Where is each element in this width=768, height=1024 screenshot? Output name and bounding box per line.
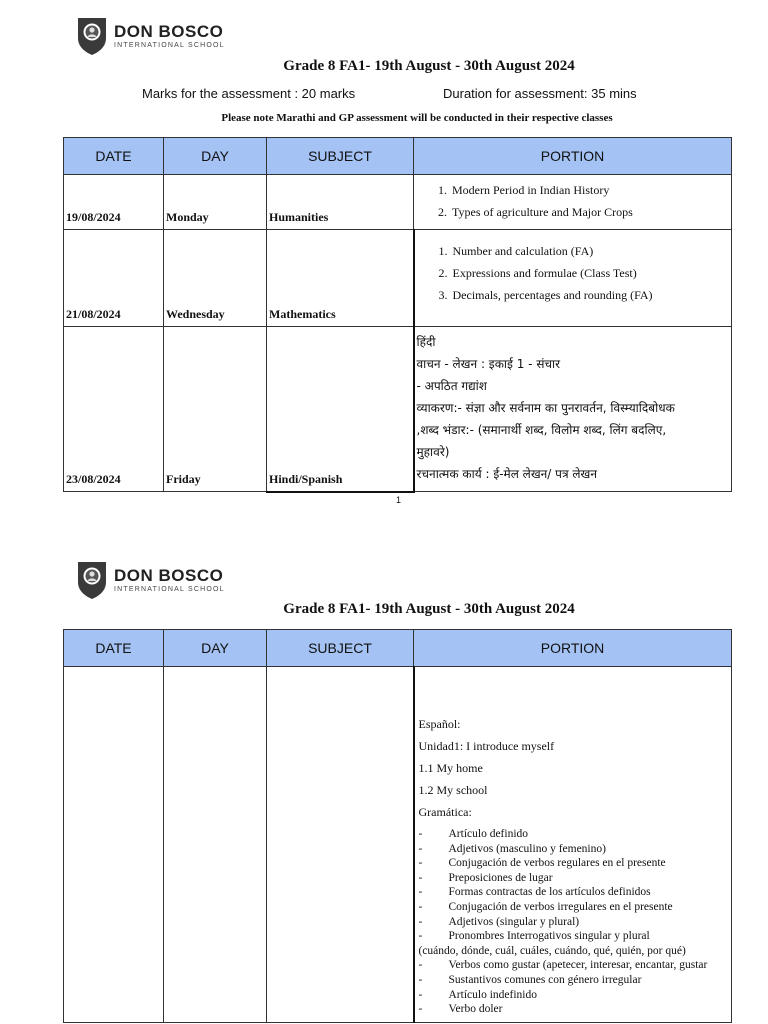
row-portion [414, 175, 732, 230]
portion-item: 1. Number and calculation (FA) [451, 240, 730, 262]
row-portion [414, 230, 732, 327]
hindi-line: व्याकरण:- संज्ञा और सर्वनाम का पुनरावर्तन, विस्म्यादिबोधक [416, 401, 675, 415]
column-header-portion: PORTION [414, 138, 732, 175]
hindi-portion [417, 331, 730, 485]
spanish-line: Unidad1: I introduce myself [418, 739, 555, 753]
row-portion [414, 667, 732, 1023]
hindi-line: मुहावरे) [416, 445, 450, 459]
list-item: (cuándo, dónde, cuál, cuáles, cuándo, qué, quién, por qué) [418, 944, 686, 957]
portion-item: 3. Decimals, percentages and rounding (FA) [451, 284, 730, 306]
row-day: Friday [164, 327, 267, 492]
list-item: - Adjetivos (singular y plural) [418, 915, 580, 928]
column-header-day: DAY [164, 138, 267, 175]
page-title: Grade 8 FA1- 19th August - 30th August 2024 [283, 58, 575, 74]
list-item: - Sustantivos comunes con género irregular [418, 973, 642, 986]
row-subject: Humanities [267, 175, 414, 230]
list-item: - Conjugación de verbos regulares en el presente [418, 857, 666, 870]
row-portion [414, 327, 732, 492]
table-row [64, 230, 732, 327]
row-subject [267, 667, 414, 1023]
school-name: DON BOSCO [114, 22, 224, 41]
hindi-line: रचनात्मक कार्य : ई-मेल लेखन/ पत्र लेखन [416, 467, 598, 481]
grammar-list [419, 827, 730, 1017]
row-day [164, 667, 267, 1023]
column-header-subject: SUBJECT [267, 138, 414, 175]
list-item: - Adjetivos (masculino y femenino) [418, 842, 606, 855]
list-item: - Formas contractas de los artículos definidos [418, 886, 651, 899]
schedule-table [63, 137, 732, 493]
column-header-day: DAY [164, 630, 267, 667]
table-row [64, 327, 732, 492]
table-row [64, 175, 732, 230]
page-number: 1 [396, 495, 402, 505]
page-2 [0, 548, 768, 1024]
page-1 [0, 0, 768, 510]
portion-item: 2. Expressions and formulae (Class Test) [451, 262, 730, 284]
list-item: - Pronombres Interrogativos singular y plural [418, 930, 650, 943]
list-item: - Preposiciones de lugar [418, 871, 553, 884]
portion-item: 2. Types of agriculture and Major Crops [450, 201, 729, 223]
list-item: - Artículo indefinido [418, 988, 537, 1001]
spanish-line: 1.1 My home [418, 761, 483, 775]
school-subtitle: INTERNATIONAL SCHOOL [114, 42, 225, 49]
row-day: Wednesday [164, 230, 267, 327]
row-date [64, 667, 164, 1023]
hindi-line: - अपठित गद्यांश [416, 379, 487, 393]
column-header-date: DATE [64, 138, 164, 175]
list-item: - Artículo definido [418, 828, 529, 840]
schedule-table [63, 629, 732, 1023]
column-header-subject: SUBJECT [267, 630, 414, 667]
spanish-line: Gramática: [418, 805, 472, 819]
school-crest-icon [76, 16, 108, 56]
school-crest-icon [76, 560, 108, 600]
spanish-line: Español: [418, 717, 461, 731]
school-name: DON BOSCO [114, 566, 224, 585]
portion-item: 1. Modern Period in Indian History [450, 179, 729, 201]
duration-text: Duration for assessment: 35 mins [443, 86, 637, 101]
row-subject: Hindi/Spanish [267, 327, 414, 492]
table-header-row [64, 630, 732, 667]
row-subject: Mathematics [267, 230, 414, 327]
column-header-date: DATE [64, 630, 164, 667]
hindi-line: हिंदी [416, 335, 436, 349]
school-logo [76, 560, 225, 600]
row-date: 19/08/2024 [64, 175, 164, 230]
note-text: Please note Marathi and GP assessment will be conducted in their respective classes [221, 112, 613, 124]
hindi-line: ,शब्द भंडार:- (समानार्थी शब्द, विलोम शब्द, लिंग बदलिए, [416, 423, 667, 437]
column-header-portion: PORTION [414, 630, 732, 667]
page-title: Grade 8 FA1- 19th August - 30th August 2024 [283, 601, 575, 617]
spanish-line: 1.2 My school [418, 783, 488, 797]
table-row [64, 667, 732, 1023]
school-logo [76, 16, 225, 56]
list-item: - Verbo doler [418, 1003, 503, 1016]
row-date: 23/08/2024 [64, 327, 164, 492]
school-subtitle: INTERNATIONAL SCHOOL [114, 586, 225, 593]
list-item: - Conjugación de verbos irregulares en el presente [418, 900, 673, 913]
table-header-row [64, 138, 732, 175]
list-item: - Verbos como gustar (apetecer, interesar, encantar, gustar [418, 959, 708, 972]
row-date: 21/08/2024 [64, 230, 164, 327]
row-day: Monday [164, 175, 267, 230]
marks-text: Marks for the assessment : 20 marks [142, 86, 356, 101]
hindi-line: वाचन - लेखन : इकाई 1 - संचार [416, 357, 561, 371]
